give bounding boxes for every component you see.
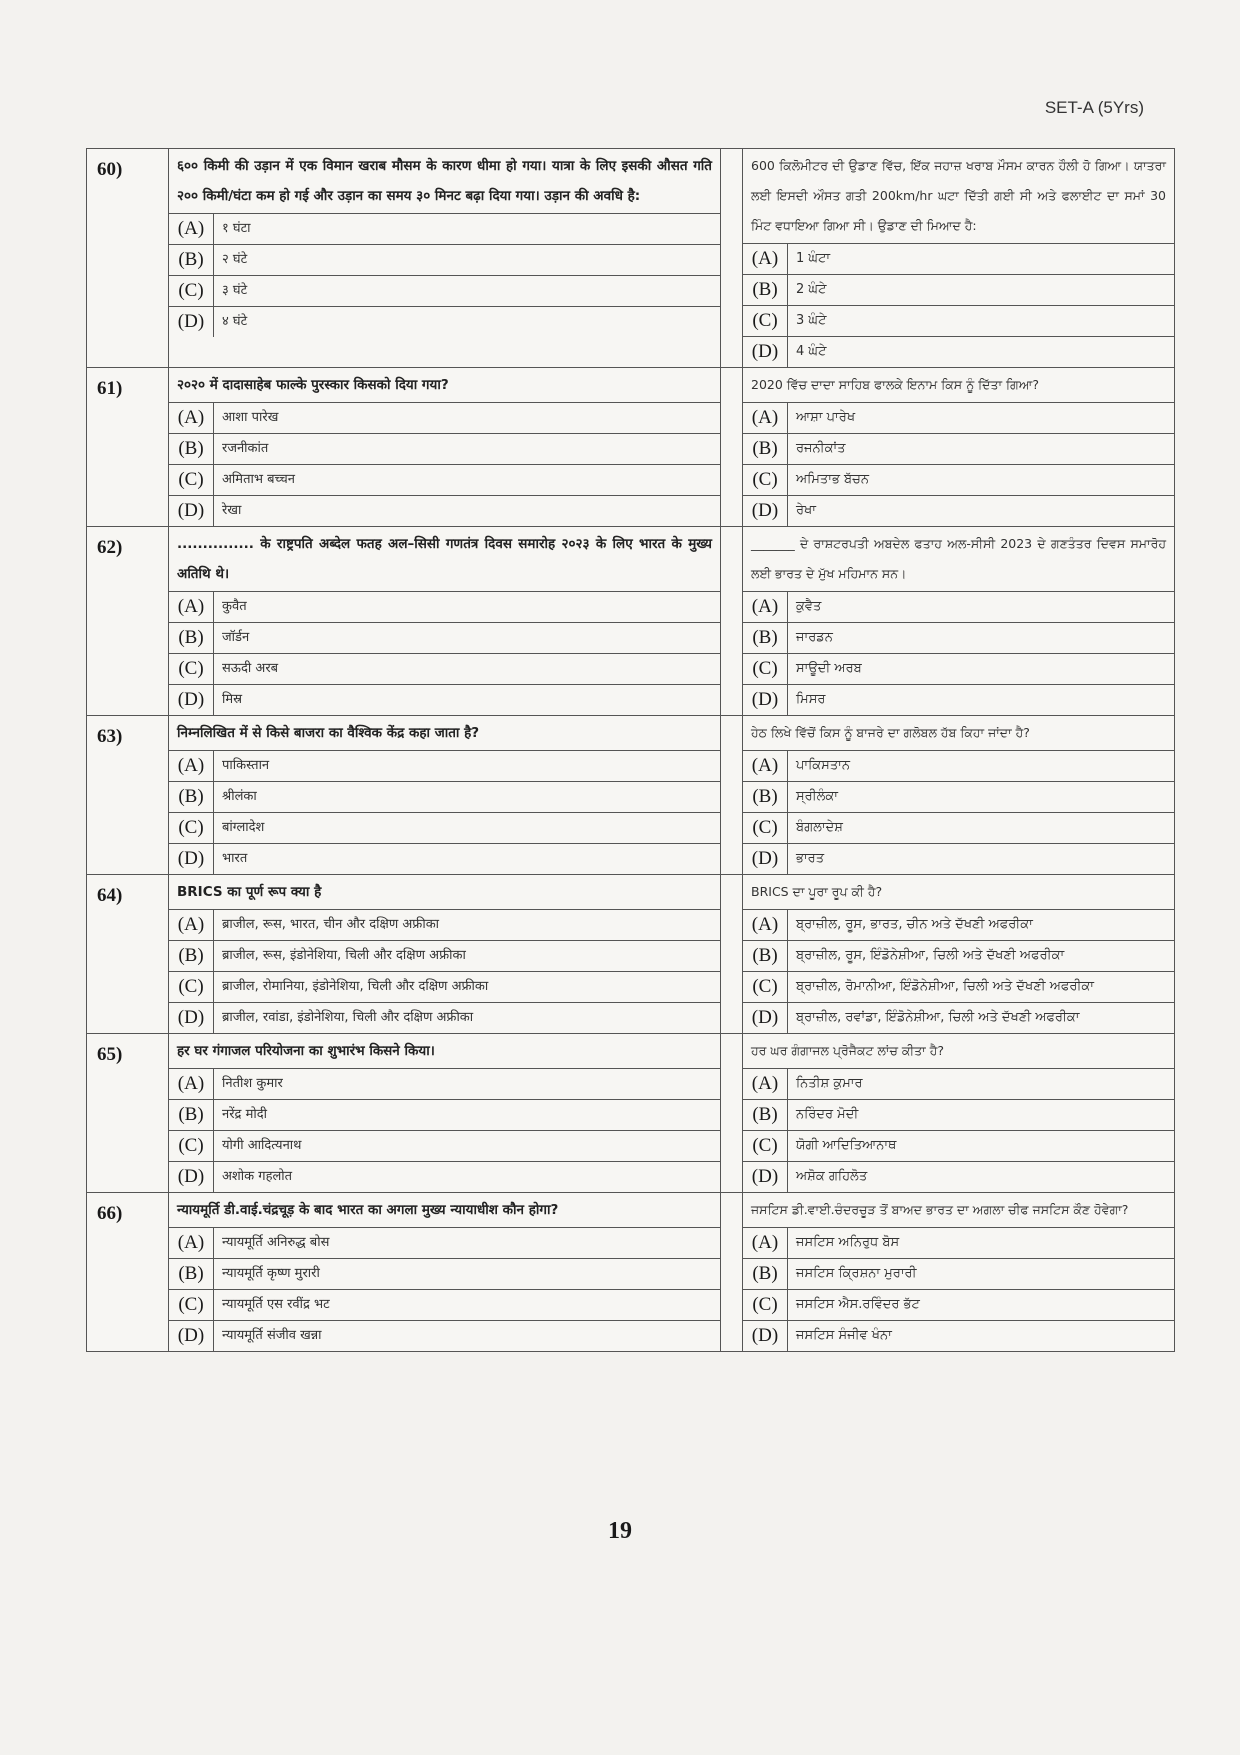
- option-row: [743, 909, 1174, 940]
- option-text-punjabi: 1 ਘੰਟਾ: [796, 251, 831, 266]
- option-letter: (A): [743, 1228, 788, 1258]
- option-row: [169, 213, 720, 244]
- option-text-hindi: अशोक गहलोत: [222, 1169, 293, 1184]
- option-letter: (B): [743, 1100, 788, 1130]
- option-row: [743, 843, 1174, 874]
- option-letter: (D): [743, 844, 788, 874]
- option-text-hindi: न्यायमूर्ति अनिरुद्ध बोस: [222, 1235, 330, 1250]
- option-row: [169, 1289, 720, 1320]
- column-gap: [721, 1193, 743, 1352]
- question-text-hindi: न्यायमूर्ति डी.वाई.चंद्रचूड़ के बाद भारत का अगला मुख्य न्यायाधीश कौन होगा?: [177, 1202, 559, 1218]
- question-text-hindi: ............... के राष्ट्रपति अब्देल फतह अल–सिसी गणतंत्र दिवस समारोह २०२३ के लिए भारत के मुख्य अतिथि थे।: [177, 536, 712, 582]
- option-row: [743, 1099, 1174, 1130]
- question-row: [87, 1034, 1175, 1193]
- option-text-punjabi: ਬ੍ਰਾਜ਼ੀਲ, ਰੂਸ, ਭਾਰਤ, ਚੀਨ ਅਤੇ ਦੱਖਣੀ ਅਫਰੀਕਾ: [796, 917, 1033, 932]
- question-text-punjabi: _______ ਦੇ ਰਾਸ਼ਟਰਪਤੀ ਅਬਦੇਲ ਫਤਾਹ ਅਲ-ਸੀਸੀ 2023 ਦੇ ਗਣਤੰਤਰ ਦਿਵਸ ਸਮਾਰੋਹ ਲਈ ਭਾਰਤ ਦੇ ਮੁੱਖ ਮਹਿਮਾਨ ਸਨ।: [751, 536, 1166, 581]
- option-letter: (D): [743, 685, 788, 715]
- option-letter: (B): [169, 941, 214, 971]
- option-text-hindi: पाकिस्तान: [222, 758, 270, 773]
- option-letter: (C): [743, 1290, 788, 1320]
- option-text-hindi: ब्राजील, रवांडा, इंडोनेशिया, चिली और दक्षिण अफ्रीका: [222, 1010, 474, 1025]
- option-letter: (B): [743, 1259, 788, 1289]
- option-text-punjabi: ਜਸਟਿਸ ਸੰਜੀਵ ਖੰਨਾ: [796, 1328, 892, 1343]
- option-row: [169, 306, 720, 337]
- question-number: 64): [87, 875, 169, 1034]
- option-row: [743, 940, 1174, 971]
- option-letter: (D): [169, 496, 214, 526]
- option-text-punjabi: ਸਾਊਦੀ ਅਰਬ: [796, 661, 862, 676]
- punjabi-cell: [743, 368, 1175, 527]
- question-number: 60): [87, 149, 169, 368]
- option-text-hindi: न्यायमूर्ति एस रवींद्र भट: [222, 1297, 330, 1312]
- question-text-hindi: निम्नलिखित में से किसे बाजरा का वैश्विक केंद्र कहा जाता है?: [177, 725, 480, 741]
- column-gap: [721, 368, 743, 527]
- option-row: [169, 971, 720, 1002]
- option-row: [169, 909, 720, 940]
- hindi-cell: [169, 716, 721, 875]
- option-text-punjabi: 3 ਘੰਟੇ: [796, 313, 827, 328]
- option-text-hindi: ब्राजील, रूस, भारत, चीन और दक्षिण अफ्रीका: [222, 917, 440, 932]
- option-letter: (D): [169, 1003, 214, 1033]
- option-letter: (D): [743, 337, 788, 367]
- option-text-hindi: आशा पारेख: [222, 410, 279, 425]
- option-text-hindi: भारत: [222, 851, 248, 866]
- option-row: [169, 1320, 720, 1351]
- option-row: [743, 464, 1174, 495]
- option-row: [743, 812, 1174, 843]
- option-row: [169, 464, 720, 495]
- option-row: [743, 402, 1174, 433]
- option-row: [169, 244, 720, 275]
- option-letter: (C): [169, 972, 214, 1002]
- option-row: [169, 1099, 720, 1130]
- column-gap: [721, 149, 743, 368]
- punjabi-cell: [743, 716, 1175, 875]
- hindi-cell: [169, 149, 721, 368]
- option-letter: (D): [743, 1321, 788, 1351]
- question-text-hindi: BRICS का पूर्ण रूप क्या है: [177, 884, 322, 900]
- option-text-hindi: नरेंद्र मोदी: [222, 1107, 267, 1122]
- option-row: [169, 1258, 720, 1289]
- option-row: [169, 684, 720, 715]
- question-row: [87, 527, 1175, 716]
- option-letter: (B): [169, 434, 214, 464]
- page-number: 19: [608, 1518, 632, 1544]
- option-row: [743, 971, 1174, 1002]
- question-text-punjabi: BRICS ਦਾ ਪੂਰਾ ਰੂਪ ਕੀ ਹੈ?: [751, 884, 883, 899]
- column-gap: [721, 527, 743, 716]
- option-row: [743, 274, 1174, 305]
- option-text-hindi: ३ घंटे: [222, 283, 248, 298]
- option-row: [743, 433, 1174, 464]
- option-text-hindi: योगी आदित्यनाथ: [222, 1138, 302, 1153]
- option-text-punjabi: ਰਜਨੀਕਾਂਤ: [796, 441, 846, 456]
- option-letter: (D): [169, 844, 214, 874]
- question-text-hindi: हर घर गंगाजल परियोजना का शुभारंभ किसने किया।: [177, 1043, 435, 1059]
- set-label: SET-A (5Yrs): [1044, 98, 1144, 117]
- punjabi-cell: [743, 875, 1175, 1034]
- option-letter: (D): [169, 1162, 214, 1192]
- option-row: [169, 653, 720, 684]
- punjabi-cell: [743, 1034, 1175, 1193]
- option-text-punjabi: ਜਸਟਿਸ ਕ੍ਰਿਸ਼ਨਾ ਮੁਰਾਰੀ: [796, 1266, 917, 1281]
- option-letter: (C): [743, 1131, 788, 1161]
- option-text-punjabi: 4 ਘੰਟੇ: [796, 344, 827, 359]
- punjabi-cell: [743, 1193, 1175, 1352]
- option-text-punjabi: ਬ੍ਰਾਜ਼ੀਲ, ਰਵਾਂਡਾ, ਇੰਡੋਨੇਸ਼ੀਆ, ਚਿਲੀ ਅਤੇ ਦੱਖਣੀ ਅਫਰੀਕਾ: [796, 1010, 1080, 1025]
- option-row: [169, 940, 720, 971]
- option-letter: (A): [743, 403, 788, 433]
- option-row: [743, 653, 1174, 684]
- option-letter: (C): [743, 813, 788, 843]
- question-table: [86, 148, 1175, 1352]
- option-text-punjabi: ਜਾਰਡਨ: [796, 630, 833, 645]
- option-letter: (B): [743, 434, 788, 464]
- option-letter: (A): [743, 244, 788, 274]
- option-text-punjabi: ਜਸਟਿਸ ਐਸ.ਰਵਿੰਦਰ ਭੱਟ: [796, 1297, 920, 1312]
- option-text-hindi: रजनीकांत: [222, 441, 269, 456]
- option-letter: (C): [169, 1290, 214, 1320]
- option-row: [743, 1130, 1174, 1161]
- option-row: [743, 750, 1174, 781]
- hindi-cell: [169, 368, 721, 527]
- option-text-hindi: नितीश कुमार: [222, 1076, 283, 1091]
- option-row: [743, 243, 1174, 274]
- option-row: [743, 1161, 1174, 1192]
- option-letter: (D): [169, 1321, 214, 1351]
- option-text-punjabi: ਸ੍ਰੀਲੰਕਾ: [796, 789, 839, 804]
- option-text-punjabi: ਆਸ਼ਾ ਪਾਰੇਖ: [796, 410, 856, 425]
- option-letter: (B): [169, 1100, 214, 1130]
- option-row: [169, 275, 720, 306]
- option-row: [169, 402, 720, 433]
- option-text-punjabi: ਪਾਕਿਸਤਾਨ: [796, 758, 850, 773]
- question-number: 66): [87, 1193, 169, 1352]
- option-row: [743, 1002, 1174, 1033]
- option-letter: (B): [743, 782, 788, 812]
- option-text-punjabi: ਮਿਸਰ: [796, 692, 826, 707]
- option-text-punjabi: ਨਿਤੀਸ਼ ਕੁਮਾਰ: [796, 1076, 863, 1091]
- question-number: 65): [87, 1034, 169, 1193]
- option-text-punjabi: ਰੇਖਾ: [796, 503, 817, 518]
- option-text-hindi: १ घंटा: [222, 221, 251, 236]
- option-row: [169, 1002, 720, 1033]
- option-row: [743, 1258, 1174, 1289]
- option-row: [743, 1289, 1174, 1320]
- option-letter: (B): [743, 275, 788, 305]
- hindi-cell: [169, 1034, 721, 1193]
- option-letter: (B): [169, 782, 214, 812]
- option-row: [169, 1068, 720, 1099]
- option-text-punjabi: ਭਾਰਤ: [796, 851, 825, 866]
- column-gap: [721, 875, 743, 1034]
- option-text-punjabi: ਯੋਗੀ ਆਦਿਤਿਆਨਾਥ: [796, 1138, 897, 1153]
- option-letter: (C): [169, 276, 214, 306]
- punjabi-cell: [743, 527, 1175, 716]
- option-text-punjabi: ਅਮਿਤਾਭ ਬੱਚਨ: [796, 472, 870, 487]
- option-letter: (C): [743, 465, 788, 495]
- option-row: [743, 336, 1174, 367]
- option-row: [169, 495, 720, 526]
- option-text-punjabi: ਬ੍ਰਾਜ਼ੀਲ, ਰੋਮਾਨੀਆ, ਇੰਡੋਨੇਸ਼ੀਆ, ਚਿਲੀ ਅਤੇ ਦੱਖਣੀ ਅਫਰੀਕਾ: [796, 979, 1094, 994]
- option-row: [743, 1227, 1174, 1258]
- option-letter: (A): [743, 751, 788, 781]
- option-text-hindi: मिस्र: [222, 692, 243, 707]
- question-number: 63): [87, 716, 169, 875]
- option-text-hindi: ब्राजील, रोमानिया, इंडोनेशिया, चिली और दक्षिण अफ्रीका: [222, 979, 489, 994]
- option-text-hindi: श्रीलंका: [222, 789, 257, 804]
- option-letter: (D): [743, 496, 788, 526]
- question-text-punjabi: ਹਰ ਘਰ ਗੰਗਾਜਲ ਪ੍ਰੋਜੈਕਟ ਲਾਂਚ ਕੀਤਾ ਹੈ?: [751, 1043, 945, 1058]
- option-text-punjabi: ਅਸ਼ੋਕ ਗਹਿਲੋਤ: [796, 1169, 868, 1184]
- option-letter: (A): [169, 592, 214, 622]
- question-number: 62): [87, 527, 169, 716]
- option-text-punjabi: 2 ਘੰਟੇ: [796, 282, 827, 297]
- question-row: [87, 716, 1175, 875]
- option-text-hindi: ४ घंटे: [222, 314, 248, 329]
- option-row: [743, 781, 1174, 812]
- option-letter: (C): [169, 1131, 214, 1161]
- option-row: [169, 1227, 720, 1258]
- question-text-hindi: २०२० में दादासाहेब फाल्के पुरस्कार किसको दिया गया?: [177, 377, 449, 393]
- option-row: [743, 495, 1174, 526]
- option-letter: (A): [169, 751, 214, 781]
- option-row: [169, 843, 720, 874]
- question-text-punjabi: 2020 ਵਿੱਚ ਦਾਦਾ ਸਾਹਿਬ ਫਾਲਕੇ ਇਨਾਮ ਕਿਸ ਨੂੰ ਦਿੱਤਾ ਗਿਆ?: [751, 377, 1039, 392]
- option-text-hindi: न्यायमूर्ति कृष्ण मुरारी: [222, 1266, 320, 1281]
- option-text-hindi: ब्राजील, रूस, इंडोनेशिया, चिली और दक्षिण अफ्रीका: [222, 948, 466, 963]
- option-letter: (B): [169, 623, 214, 653]
- option-text-hindi: बांग्लादेश: [222, 820, 265, 835]
- option-text-punjabi: ਕੁਵੈਤ: [796, 599, 822, 614]
- option-letter: (C): [169, 813, 214, 843]
- question-row: [87, 149, 1175, 368]
- option-text-hindi: २ घंटे: [222, 252, 248, 267]
- option-text-punjabi: ਨਰਿੰਦਰ ਮੋਦੀ: [796, 1107, 859, 1122]
- option-text-hindi: रेखा: [222, 503, 242, 518]
- option-letter: (B): [169, 1259, 214, 1289]
- option-letter: (A): [169, 403, 214, 433]
- option-row: [169, 1161, 720, 1192]
- option-row: [743, 305, 1174, 336]
- hindi-cell: [169, 1193, 721, 1352]
- option-text-punjabi: ਬੰਗਲਾਦੇਸ਼: [796, 820, 843, 835]
- option-text-punjabi: ਜਸਟਿਸ ਅਨਿਰੁਧ ਬੋਸ: [796, 1235, 900, 1250]
- option-row: [169, 1130, 720, 1161]
- question-text-punjabi: ਹੇਠ ਲਿਖੇ ਵਿੱਚੋਂ ਕਿਸ ਨੂੰ ਬਾਜਰੇ ਦਾ ਗਲੋਬਲ ਹੱਬ ਕਿਹਾ ਜਾਂਦਾ ਹੈ?: [751, 725, 1030, 740]
- option-letter: (B): [743, 623, 788, 653]
- option-letter: (A): [743, 1069, 788, 1099]
- option-text-hindi: सऊदी अरब: [222, 661, 279, 676]
- option-letter: (A): [169, 214, 214, 244]
- question-text-punjabi: ਜਸਟਿਸ ਡੀ.ਵਾਈ.ਚੰਦਰਚੂੜ ਤੋਂ ਬਾਅਦ ਭਾਰਤ ਦਾ ਅਗਲਾ ਚੀਫ ਜਸਟਿਸ ਕੌਣ ਹੋਵੇਗਾ?: [751, 1202, 1129, 1217]
- option-text-hindi: जॉर्डन: [222, 630, 250, 645]
- option-letter: (D): [743, 1162, 788, 1192]
- question-number: 61): [87, 368, 169, 527]
- option-row: [169, 781, 720, 812]
- option-letter: (A): [743, 592, 788, 622]
- option-letter: (D): [169, 307, 214, 337]
- column-gap: [721, 1034, 743, 1193]
- option-text-hindi: न्यायमूर्ति संजीव खन्ना: [222, 1328, 322, 1343]
- option-letter: (D): [169, 685, 214, 715]
- option-row: [743, 591, 1174, 622]
- option-row: [169, 591, 720, 622]
- option-row: [743, 684, 1174, 715]
- option-row: [743, 1320, 1174, 1351]
- option-letter: (A): [169, 1228, 214, 1258]
- option-letter: (B): [169, 245, 214, 275]
- option-row: [743, 1068, 1174, 1099]
- option-text-hindi: कुवैत: [222, 599, 247, 614]
- column-gap: [721, 716, 743, 875]
- option-row: [169, 812, 720, 843]
- question-text-punjabi: 600 ਕਿਲੋਮੀਟਰ ਦੀ ਉਡਾਣ ਵਿੱਚ, ਇੱਕ ਜਹਾਜ਼ ਖਰਾਬ ਮੌਸਮ ਕਾਰਨ ਹੌਲੀ ਹੋ ਗਿਆ। ਯਾਤਰਾ ਲਈ ਇਸਦੀ ਔਸਤ ਗਤੀ 200km/hr ਘਟਾ ਦਿੱਤੀ ਗਈ ਸੀ ਅਤੇ ਫਲਾਈਟ ਦਾ ਸਮਾਂ 30 ਮਿੰਟ ਵਧਾਇਆ ਗਿਆ ਸੀ। ਉਡਾਣ ਦੀ ਮਿਆਦ ਹੈ:: [751, 158, 1166, 233]
- hindi-cell: [169, 527, 721, 716]
- option-letter: (C): [169, 654, 214, 684]
- question-row: [87, 1193, 1175, 1352]
- option-letter: (D): [743, 1003, 788, 1033]
- option-row: [169, 622, 720, 653]
- option-letter: (C): [743, 972, 788, 1002]
- question-row: [87, 875, 1175, 1034]
- option-text-hindi: अमिताभ बच्चन: [222, 472, 295, 487]
- option-letter: (B): [743, 941, 788, 971]
- option-letter: (A): [169, 910, 214, 940]
- option-letter: (C): [743, 306, 788, 336]
- option-letter: (C): [743, 654, 788, 684]
- question-text-hindi: ६०० किमी की उड़ान में एक विमान खराब मौसम के कारण धीमा हो गया। यात्रा के लिए इसकी औसत गति २०० किमी/घंटा कम हो गई और उड़ान का समय ३० मिनट बढ़ा दिया गया। उड़ान की अवधि है:: [177, 158, 712, 204]
- question-row: [87, 368, 1175, 527]
- option-row: [169, 750, 720, 781]
- option-letter: (A): [169, 1069, 214, 1099]
- option-text-punjabi: ਬ੍ਰਾਜ਼ੀਲ, ਰੂਸ, ਇੰਡੋਨੇਸ਼ੀਆ, ਚਿਲੀ ਅਤੇ ਦੱਖਣੀ ਅਫਰੀਕਾ: [796, 948, 1065, 963]
- option-letter: (C): [169, 465, 214, 495]
- option-row: [743, 622, 1174, 653]
- option-row: [169, 433, 720, 464]
- hindi-cell: [169, 875, 721, 1034]
- punjabi-cell: [743, 149, 1175, 368]
- option-letter: (A): [743, 910, 788, 940]
